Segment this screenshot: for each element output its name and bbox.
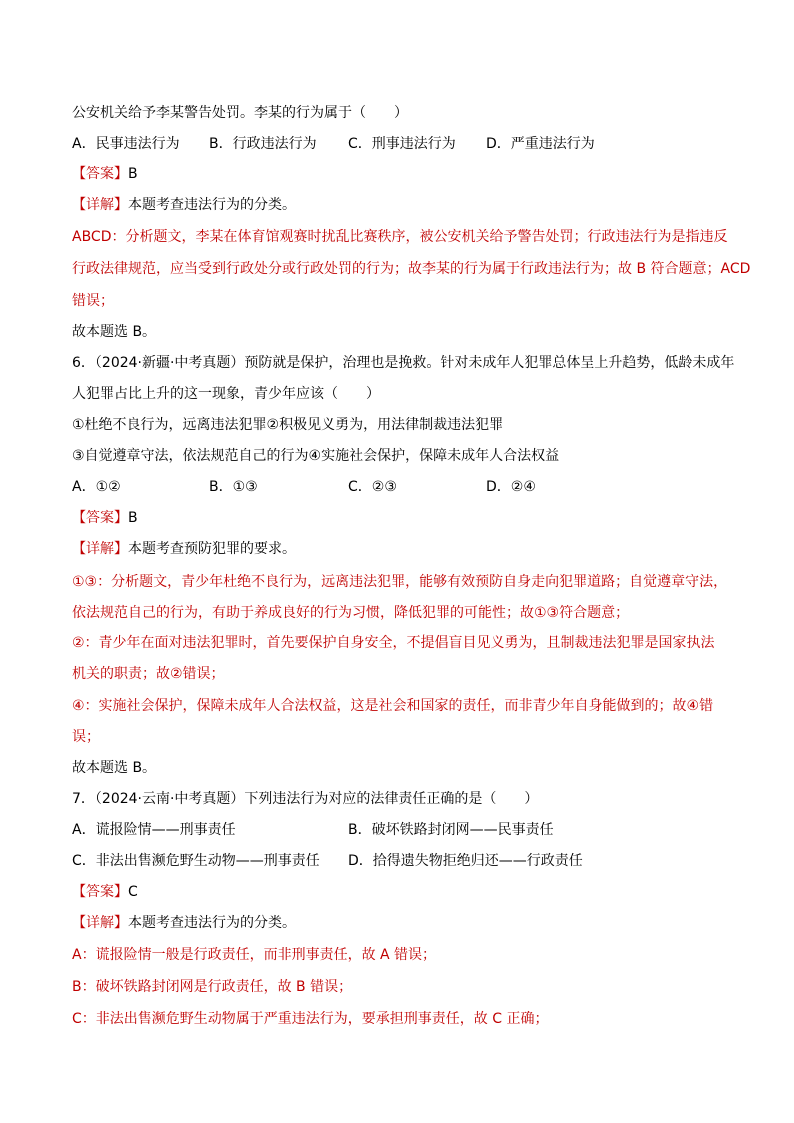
q7-answer-label: 【答案】 (72, 884, 128, 900)
q6-answer-value: B (128, 510, 138, 526)
q5-answer (72, 164, 732, 184)
q5-stem-tail: 公安机关给予李某警告处罚。李某的行为属于（ ） (72, 105, 408, 121)
q7-stem: 7．（2024·云南·中考真题）下列违法行为对应的法律责任正确的是（ ） (72, 791, 539, 807)
q7-option-a: A．谎报险情——刑事责任 (72, 822, 236, 838)
q7-explanation-a: A：谎报险情一般是行政责任，而非刑事责任，故 A 错误； (72, 947, 437, 963)
q6-stem-line-2: 人犯罪占比上升的这一现象，青少年应该（ ） (72, 386, 380, 402)
q6-answer (72, 508, 732, 528)
q5-detail-label: 【详解】 (72, 197, 128, 213)
q6-detail (72, 539, 732, 559)
q7-detail-text: 本题考查违法行为的分类。 (128, 915, 296, 931)
q5-explanation-line-3: 错误； (72, 293, 114, 309)
q5-conclusion: 故本题选 B。 (72, 324, 157, 340)
q6-answer-label: 【答案】 (72, 510, 128, 526)
q6-option-a: A．①② (72, 479, 121, 495)
q6-explanation-2-line-1: ②：青少年在面对违法犯罪时，首先要保护自身安全，不提倡盲目见义勇为，且制裁违法犯罪是国家执法 (72, 635, 715, 651)
q7-detail-label: 【详解】 (72, 915, 128, 931)
q6-explanation-3-line-2: 误； (72, 729, 100, 745)
q7-detail (72, 913, 732, 933)
q5-answer-label: 【答案】 (72, 166, 128, 182)
q6-explanation-3-line-1: ④：实施社会保护，保障未成年人合法权益，这是社会和国家的责任，而非青少年自身能做到的；故④错 (72, 698, 714, 714)
q6-statement-2: ③自觉遵章守法，依法规范自己的行为④实施社会保护，保障未成年人合法权益 (72, 448, 560, 464)
q5-detail-text: 本题考查违法行为的分类。 (128, 197, 296, 213)
q6-detail-text: 本题考查预防犯罪的要求。 (128, 541, 296, 557)
q7-option-d: D．拾得遗失物拒绝归还——行政责任 (348, 853, 583, 869)
q6-option-b: B．①③ (209, 479, 258, 495)
q5-option-a: A．民事违法行为 (72, 136, 180, 152)
q7-explanation-b: B：破坏铁路封闭网是行政责任，故 B 错误； (72, 979, 353, 995)
q6-detail-label: 【详解】 (72, 541, 128, 557)
q7-answer-value: C (128, 884, 138, 900)
q5-detail (72, 195, 732, 215)
q5-option-c: C．刑事违法行为 (348, 136, 456, 152)
q6-explanation-1-line-1: ①③：分析题文，青少年杜绝不良行为，远离违法犯罪，能够有效预防自身走向犯罪道路；自觉遵章守法， (72, 574, 728, 590)
q5-option-b: B．行政违法行为 (209, 136, 317, 152)
q7-option-c: C．非法出售濒危野生动物——刑事责任 (72, 853, 320, 869)
q6-explanation-1-line-2: 依法规范自己的行为，有助于养成良好的行为习惯，降低犯罪的可能性；故①③符合题意； (72, 605, 630, 621)
q6-explanation-2-line-2: 机关的职责；故②错误； (72, 666, 225, 682)
q6-option-d: D．②④ (486, 479, 536, 495)
q6-stem-line-1: 6．（2024·新疆·中考真题）预防就是保护，治理也是挽救。针对未成年人犯罪总体呈上升趋势，低龄未成年 (72, 355, 735, 371)
q5-explanation-line-2: 行政法律规范，应当受到行政处分或行政处罚的行为；故李某的行为属于行政违法行为；故 B 符合题意；ACD (72, 261, 751, 277)
q7-answer (72, 882, 732, 902)
q5-option-d: D．严重违法行为 (486, 136, 595, 152)
q5-answer-value: B (128, 166, 138, 182)
q7-option-b: B．破坏铁路封闭网——民事责任 (348, 822, 554, 838)
q6-statement-1: ①杜绝不良行为，远离违法犯罪②积极见义勇为，用法律制裁违法犯罪 (72, 417, 504, 433)
q5-explanation-line-1: ABCD：分析题文，李某在体育馆观赛时扰乱比赛秩序，被公安机关给予警告处罚；行政违法行为是指违反 (72, 229, 728, 245)
q6-conclusion: 故本题选 B。 (72, 760, 157, 776)
q7-explanation-c: C：非法出售濒危野生动物属于严重违法行为，要承担刑事责任，故 C 正确； (72, 1011, 549, 1027)
q6-option-c: C．②③ (348, 479, 397, 495)
